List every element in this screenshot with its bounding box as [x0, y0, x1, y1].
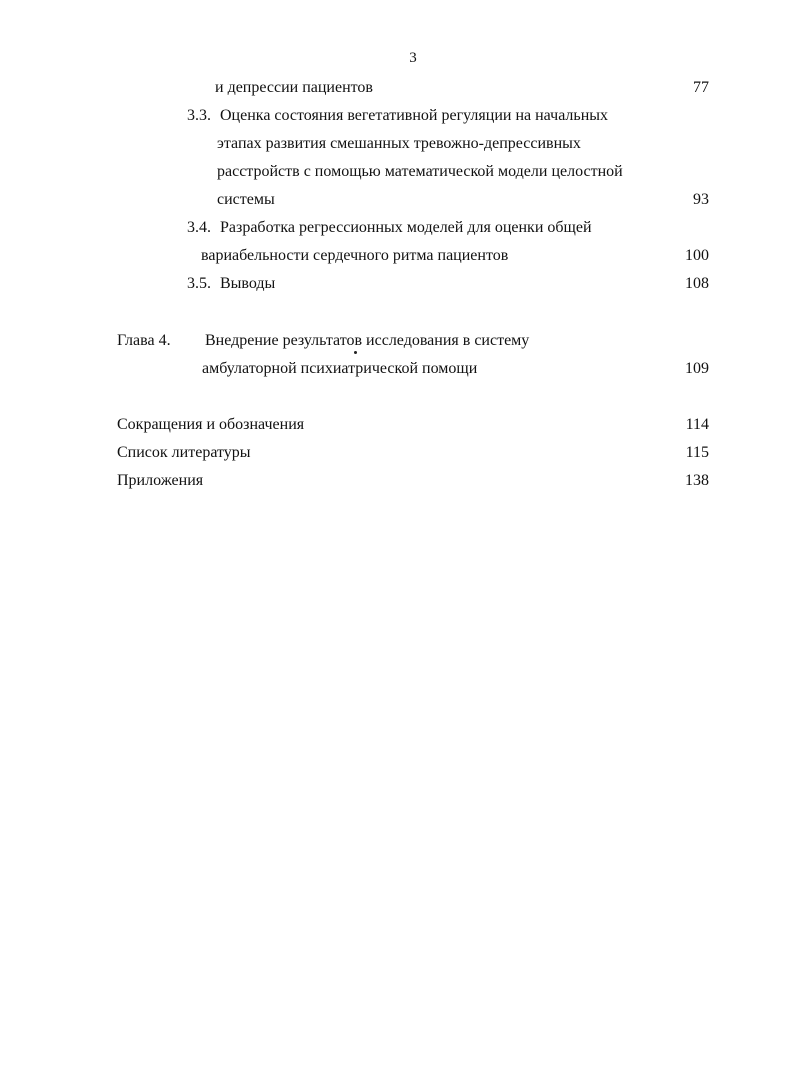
toc-entry-text: и депрессии пациентов [215, 79, 373, 96]
toc-entry-text: Список литературы [117, 444, 251, 461]
toc-page-number: 100 [685, 247, 709, 264]
toc-page-number: 108 [685, 275, 709, 292]
toc-entry-line: системы [217, 191, 275, 208]
section-number: 3.4. [187, 219, 211, 236]
toc-entry-text: Приложения [117, 472, 204, 489]
toc-page-number: 114 [685, 416, 709, 433]
toc-page-number: 138 [685, 472, 709, 489]
toc-page-number: 109 [685, 360, 709, 377]
toc-entry-line: вариабельности сердечного ритма пациентов [201, 247, 509, 264]
toc-entry-line: амбулаторной психиатрической помощи [202, 360, 478, 377]
toc-entry-line: расстройств с помощью математической модели целостной [217, 163, 623, 180]
section-number: 3.5. [187, 275, 211, 292]
section-number: 3.3. [187, 107, 211, 124]
toc-entry-line: Оценка состояния вегетативной регуляции на начальных [220, 107, 609, 124]
toc-page-number: 77 [693, 79, 709, 96]
toc-entry-text: Сокращения и обозначения [117, 416, 305, 433]
page-number: 3 [409, 50, 417, 66]
speck-mark [354, 351, 357, 354]
toc-page-number: 93 [693, 191, 709, 208]
toc-entry-line: Внедрение результатов исследования в систему [205, 332, 530, 349]
toc-entry-line: этапах развития смешанных тревожно-депрессивных [217, 135, 581, 152]
toc-page-number: 115 [685, 444, 709, 461]
toc-entry-line: Разработка регрессионных моделей для оценки общей [220, 219, 592, 236]
toc-entry-text: Выводы [220, 275, 276, 292]
chapter-label: Глава 4. [117, 332, 171, 349]
